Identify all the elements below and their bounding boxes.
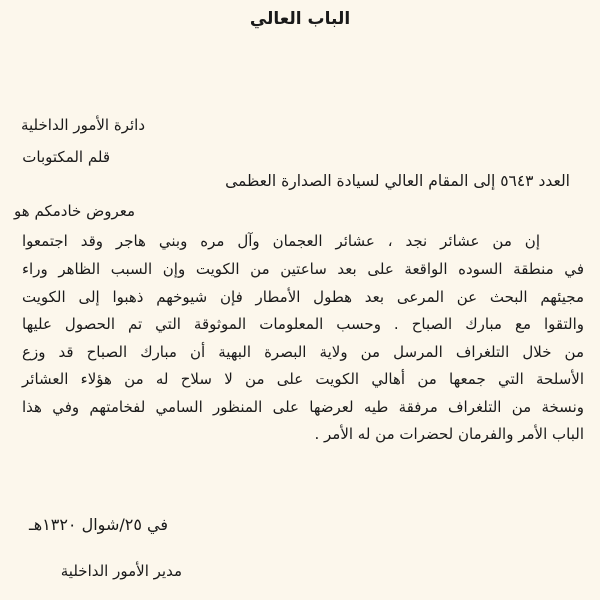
signature: مدير الأمور الداخلية: [60, 562, 182, 580]
body-line: في منطقة السوده الواقعة على بعد ساعتين من الكويت وإن السبب الظاهر وراء: [22, 260, 584, 278]
body-line: الباب الأمر والفرمان لحضرات من له الأمر .: [314, 425, 584, 443]
body-line: الأسلحة التي جمعها من أهالي الكويت على من لا سلاح له من هؤلاء العشائر: [22, 370, 584, 388]
body-line: مجيئهم البحث عن المرعى بعد هطول الأمطار فإن شيوخهم ذهبوا إلى الكويت: [22, 288, 584, 306]
body-line: من خلال التلغراف المرسل من ولاية البصرة البهية أن مبارك الصباح قد وزع: [22, 343, 584, 361]
document-title: الباب العالي: [249, 9, 351, 29]
document-date: في ٢٥/شوال ١٣٢٠هـ: [29, 515, 168, 534]
body-line: ونسخة من التلغراف مرفقة طيه لعرضها على المنظور السامي لفخامتهم وفي هذا: [22, 398, 584, 416]
body-line: إن من عشائر نجد ، عشائر العجمان وآل مره وبني هاجر وقد اجتمعوا: [22, 232, 540, 250]
body-line: والتقوا مع مبارك الصباح . وحسب المعلومات الموثوقة التي تم الحصول عليها: [22, 315, 584, 333]
reference-number: العدد ٥٦٤٣ إلى المقام العالي لسيادة الصدارة العظمى: [225, 172, 570, 190]
salutation: معروض خادمكم هو: [14, 202, 135, 220]
office-name: قلم المكتوبات: [22, 148, 110, 166]
department-name: دائرة الأمور الداخلية: [20, 116, 145, 134]
